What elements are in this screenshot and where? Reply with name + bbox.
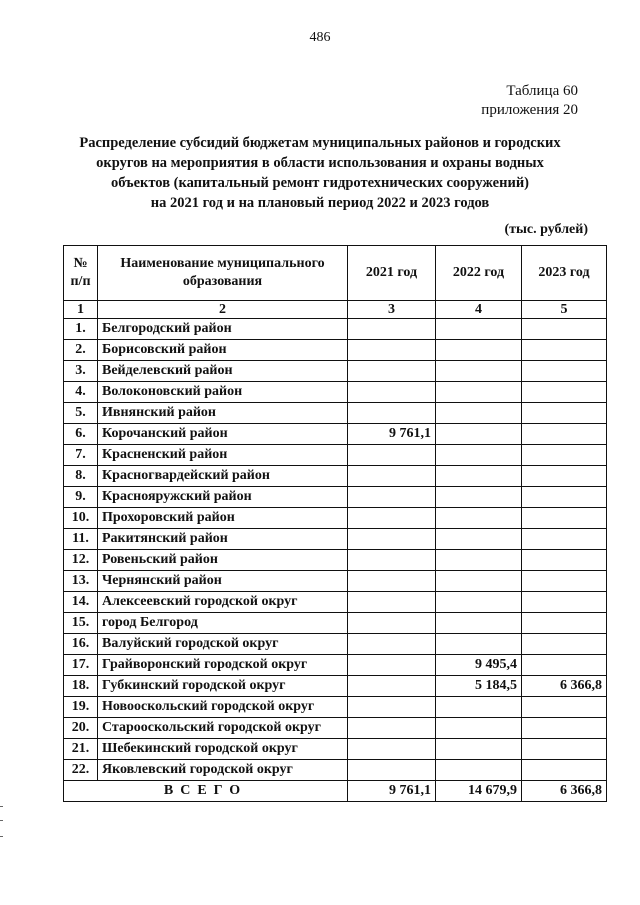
scan-mark xyxy=(0,820,3,821)
col-number: 3 xyxy=(348,301,436,319)
row-2022 xyxy=(436,466,522,487)
row-2023 xyxy=(522,550,607,571)
total-2022: 14 679,9 xyxy=(436,781,522,802)
row-2022 xyxy=(436,319,522,340)
row-2021 xyxy=(348,718,436,739)
row-2023 xyxy=(522,529,607,550)
row-2023 xyxy=(522,319,607,340)
row-num: 9. xyxy=(64,487,98,508)
row-2023 xyxy=(522,718,607,739)
row-num: 21. xyxy=(64,739,98,760)
units-label: (тыс. рублей) xyxy=(504,222,588,237)
row-2023 xyxy=(522,424,607,445)
table-ref-line1: Таблица 60 xyxy=(506,83,578,99)
row-name: Чернянский район xyxy=(98,571,348,592)
table-row xyxy=(64,760,607,781)
row-num: 2. xyxy=(64,340,98,361)
row-2023: 6 366,8 xyxy=(522,676,607,697)
row-2022 xyxy=(436,403,522,424)
row-num: 14. xyxy=(64,592,98,613)
row-2022 xyxy=(436,571,522,592)
table-row xyxy=(64,676,607,697)
row-2022 xyxy=(436,340,522,361)
header-2021: 2021 год xyxy=(348,246,436,301)
row-2023 xyxy=(522,739,607,760)
table-row xyxy=(64,718,607,739)
row-2021 xyxy=(348,529,436,550)
row-2022 xyxy=(436,424,522,445)
row-name: Ровеньский район xyxy=(98,550,348,571)
row-2022 xyxy=(436,361,522,382)
row-2023 xyxy=(522,655,607,676)
row-2021 xyxy=(348,466,436,487)
row-num: 20. xyxy=(64,718,98,739)
table-row xyxy=(64,382,607,403)
row-2023 xyxy=(522,571,607,592)
row-2021 xyxy=(348,550,436,571)
row-2023 xyxy=(522,634,607,655)
table-row xyxy=(64,550,607,571)
row-num: 12. xyxy=(64,550,98,571)
row-2022 xyxy=(436,718,522,739)
row-name: Вейделевский район xyxy=(98,361,348,382)
row-name: Ракитянский район xyxy=(98,529,348,550)
row-name: Краснояружский район xyxy=(98,487,348,508)
row-name: Корочанский район xyxy=(98,424,348,445)
row-name: Грайворонский городской округ xyxy=(98,655,348,676)
row-2022 xyxy=(436,592,522,613)
row-2022 xyxy=(436,697,522,718)
table-row xyxy=(64,487,607,508)
total-row xyxy=(64,781,607,802)
row-num: 13. xyxy=(64,571,98,592)
row-num: 8. xyxy=(64,466,98,487)
row-2021 xyxy=(348,739,436,760)
table-row xyxy=(64,361,607,382)
scan-mark xyxy=(0,806,3,807)
row-2021 xyxy=(348,571,436,592)
document-title xyxy=(70,133,570,213)
row-2022 xyxy=(436,382,522,403)
col-number: 5 xyxy=(522,301,607,319)
table-row xyxy=(64,697,607,718)
row-num: 17. xyxy=(64,655,98,676)
row-2023 xyxy=(522,760,607,781)
table-row xyxy=(64,424,607,445)
row-2022 xyxy=(436,760,522,781)
row-2023 xyxy=(522,613,607,634)
row-name: Ивнянский район xyxy=(98,403,348,424)
row-2021 xyxy=(348,676,436,697)
row-2021: 9 761,1 xyxy=(348,424,436,445)
row-num: 5. xyxy=(64,403,98,424)
row-2023 xyxy=(522,382,607,403)
row-2022 xyxy=(436,550,522,571)
row-2022 xyxy=(436,634,522,655)
col-number: 2 xyxy=(98,301,348,319)
row-2023 xyxy=(522,445,607,466)
table-row xyxy=(64,634,607,655)
row-2022: 5 184,5 xyxy=(436,676,522,697)
row-name: Алексеевский городской округ xyxy=(98,592,348,613)
total-2023: 6 366,8 xyxy=(522,781,607,802)
header-num: № п/п xyxy=(64,246,98,301)
row-2022 xyxy=(436,739,522,760)
header-2022: 2022 год xyxy=(436,246,522,301)
subsidy-table xyxy=(63,245,607,802)
row-2023 xyxy=(522,592,607,613)
row-name: Белгородский район xyxy=(98,319,348,340)
table-row xyxy=(64,739,607,760)
row-num: 18. xyxy=(64,676,98,697)
table-body xyxy=(64,319,607,781)
row-2022 xyxy=(436,613,522,634)
title-line-4: на 2021 год и на плановый период 2022 и 2023 годов xyxy=(150,195,490,211)
row-name: город Белгород xyxy=(98,613,348,634)
total-label: ВСЕГО xyxy=(64,781,348,802)
row-2021 xyxy=(348,613,436,634)
row-name: Красненский район xyxy=(98,445,348,466)
row-num: 1. xyxy=(64,319,98,340)
row-num: 22. xyxy=(64,760,98,781)
column-number-row xyxy=(64,301,607,319)
row-name: Волоконовский район xyxy=(98,382,348,403)
table-row xyxy=(64,319,607,340)
row-2022 xyxy=(436,529,522,550)
row-2022 xyxy=(436,445,522,466)
header-row xyxy=(64,246,607,301)
row-num: 6. xyxy=(64,424,98,445)
row-2021 xyxy=(348,508,436,529)
row-num: 19. xyxy=(64,697,98,718)
col-number: 1 xyxy=(64,301,98,319)
row-2021 xyxy=(348,340,436,361)
table-reference xyxy=(481,82,578,120)
row-2022 xyxy=(436,487,522,508)
row-name: Яковлевский городской округ xyxy=(98,760,348,781)
row-2023 xyxy=(522,697,607,718)
row-2023 xyxy=(522,340,607,361)
row-name: Борисовский район xyxy=(98,340,348,361)
title-line-3: объектов (капитальный ремонт гидротехнических сооружений) xyxy=(110,175,529,191)
row-num: 10. xyxy=(64,508,98,529)
title-line-2: округов на мероприятия в области использования и охраны водных xyxy=(96,155,544,171)
row-2021 xyxy=(348,382,436,403)
row-2021 xyxy=(348,319,436,340)
row-2021 xyxy=(348,655,436,676)
row-2021 xyxy=(348,487,436,508)
table-row xyxy=(64,508,607,529)
row-num: 11. xyxy=(64,529,98,550)
row-num: 7. xyxy=(64,445,98,466)
header-name: Наименование муниципального образования xyxy=(98,246,348,301)
page-number: 486 xyxy=(309,30,331,45)
row-2021 xyxy=(348,697,436,718)
row-2023 xyxy=(522,487,607,508)
row-num: 3. xyxy=(64,361,98,382)
table-row xyxy=(64,613,607,634)
row-2021 xyxy=(348,760,436,781)
row-2023 xyxy=(522,508,607,529)
row-name: Новооскольский городской округ xyxy=(98,697,348,718)
total-2021: 9 761,1 xyxy=(348,781,436,802)
row-2021 xyxy=(348,592,436,613)
row-name: Старооскольский городской округ xyxy=(98,718,348,739)
title-line-1: Распределение субсидий бюджетам муниципальных районов и городских xyxy=(79,135,561,151)
row-name: Прохоровский район xyxy=(98,508,348,529)
row-2022: 9 495,4 xyxy=(436,655,522,676)
col-number: 4 xyxy=(436,301,522,319)
row-2021 xyxy=(348,445,436,466)
table-row xyxy=(64,466,607,487)
row-name: Губкинский городской округ xyxy=(98,676,348,697)
table-row xyxy=(64,529,607,550)
table-row xyxy=(64,445,607,466)
row-2023 xyxy=(522,361,607,382)
row-2021 xyxy=(348,634,436,655)
table-row xyxy=(64,655,607,676)
row-2022 xyxy=(436,508,522,529)
row-num: 16. xyxy=(64,634,98,655)
row-name: Валуйский городской округ xyxy=(98,634,348,655)
row-2023 xyxy=(522,403,607,424)
row-2021 xyxy=(348,361,436,382)
header-2023: 2023 год xyxy=(522,246,607,301)
table-row xyxy=(64,340,607,361)
row-name: Красногвардейский район xyxy=(98,466,348,487)
row-num: 4. xyxy=(64,382,98,403)
row-2021 xyxy=(348,403,436,424)
scan-mark xyxy=(0,836,3,837)
row-2023 xyxy=(522,466,607,487)
table-ref-line2: приложения 20 xyxy=(481,102,578,118)
table-row xyxy=(64,403,607,424)
row-name: Шебекинский городской округ xyxy=(98,739,348,760)
row-num: 15. xyxy=(64,613,98,634)
table-row xyxy=(64,571,607,592)
table-row xyxy=(64,592,607,613)
